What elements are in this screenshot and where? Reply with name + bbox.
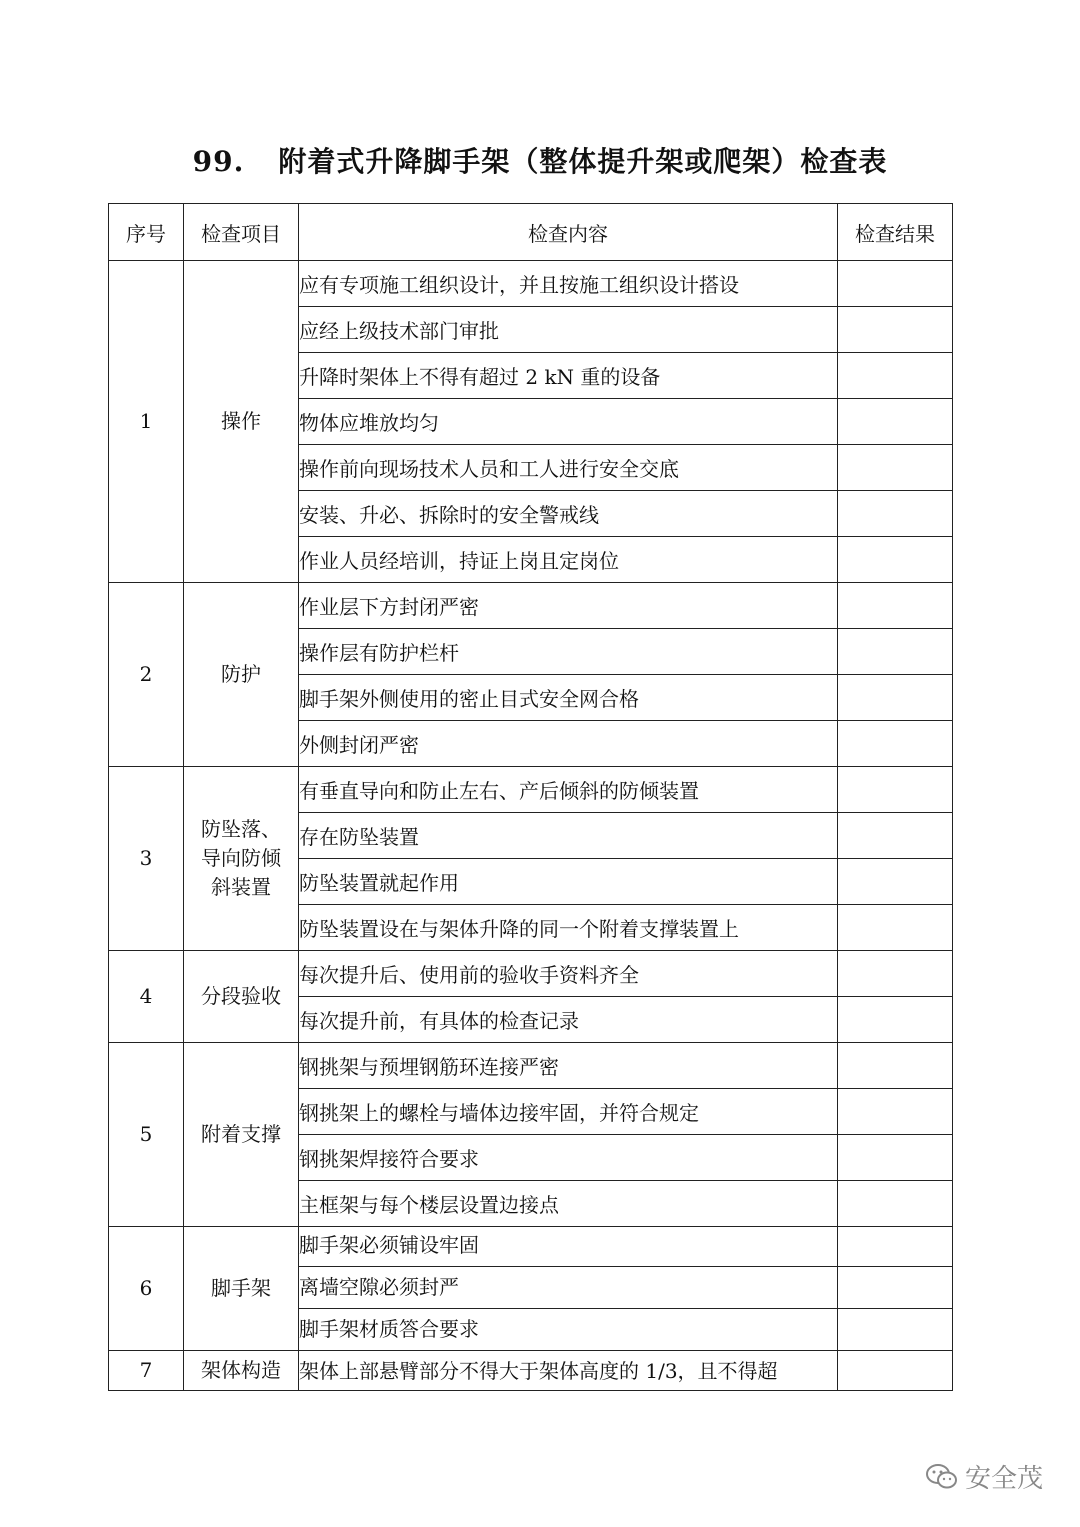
watermark (925, 1458, 1043, 1495)
table-row (109, 261, 953, 307)
check-result-cell[interactable] (838, 1043, 953, 1089)
check-content-cell: 操作层有防护栏杆 (299, 629, 838, 675)
check-content-cell: 脚手架材质答合要求 (299, 1309, 838, 1351)
table-body (109, 261, 953, 1391)
table-row (109, 1043, 953, 1089)
title-number: 99. (192, 145, 245, 178)
check-result-cell[interactable] (838, 675, 953, 721)
seq-cell: 3 (109, 767, 184, 951)
check-content-cell: 安装、升必、拆除时的安全警戒线 (299, 491, 838, 537)
page-title (0, 140, 1080, 180)
table-row (109, 583, 953, 629)
check-result-cell[interactable] (838, 307, 953, 353)
check-result-cell[interactable] (838, 1135, 953, 1181)
check-content-cell: 应有专项施工组织设计，并且按施工组织设计搭设 (299, 261, 838, 307)
check-item-cell: 防坠落、导向防倾斜装置 (184, 767, 299, 951)
check-content-cell: 主框架与每个楼层设置边接点 (299, 1181, 838, 1227)
check-result-cell[interactable] (838, 721, 953, 767)
check-content-cell: 外侧封闭严密 (299, 721, 838, 767)
header-result: 检查结果 (838, 204, 953, 261)
check-result-cell[interactable] (838, 399, 953, 445)
header-seq: 序号 (109, 204, 184, 261)
check-result-cell[interactable] (838, 997, 953, 1043)
seq-cell: 1 (109, 261, 184, 583)
check-result-cell[interactable] (838, 1089, 953, 1135)
check-content-cell: 物体应堆放均匀 (299, 399, 838, 445)
check-result-cell[interactable] (838, 1227, 953, 1267)
check-result-cell[interactable] (838, 951, 953, 997)
check-content-cell: 防坠装置设在与架体升降的同一个附着支撑装置上 (299, 905, 838, 951)
inspection-table (108, 203, 953, 1391)
check-result-cell[interactable] (838, 583, 953, 629)
check-result-cell[interactable] (838, 445, 953, 491)
check-item-cell: 操作 (184, 261, 299, 583)
check-content-cell: 脚手架外侧使用的密止目式安全网合格 (299, 675, 838, 721)
table-row (109, 951, 953, 997)
check-content-cell: 脚手架必须铺设牢固 (299, 1227, 838, 1267)
check-content-cell: 升降时架体上不得有超过 2 kN 重的设备 (299, 353, 838, 399)
check-content-cell: 有垂直导向和防止左右、产后倾斜的防倾装置 (299, 767, 838, 813)
check-result-cell[interactable] (838, 261, 953, 307)
wechat-icon (925, 1462, 959, 1492)
title-text: 附着式升降脚手架（整体提升架或爬架）检查表 (278, 145, 888, 178)
check-content-cell: 应经上级技术部门审批 (299, 307, 838, 353)
header-item: 检查项目 (184, 204, 299, 261)
check-item-cell: 架体构造 (184, 1351, 299, 1391)
check-result-cell[interactable] (838, 353, 953, 399)
seq-cell: 6 (109, 1227, 184, 1351)
check-content-cell: 每次提升前，有具体的检查记录 (299, 997, 838, 1043)
check-result-cell[interactable] (838, 905, 953, 951)
check-content-cell: 作业人员经培训，持证上岗且定岗位 (299, 537, 838, 583)
header-content: 检查内容 (299, 204, 838, 261)
check-content-cell: 离墙空隙必须封严 (299, 1267, 838, 1309)
check-content-cell: 钢挑架与预埋钢筋环连接严密 (299, 1043, 838, 1089)
seq-cell: 5 (109, 1043, 184, 1227)
check-result-cell[interactable] (838, 1181, 953, 1227)
check-result-cell[interactable] (838, 1267, 953, 1309)
check-item-cell: 防护 (184, 583, 299, 767)
check-item-cell: 附着支撑 (184, 1043, 299, 1227)
seq-cell: 2 (109, 583, 184, 767)
check-item-cell: 分段验收 (184, 951, 299, 1043)
check-content-cell: 钢挑架焊接符合要求 (299, 1135, 838, 1181)
check-result-cell[interactable] (838, 1309, 953, 1351)
check-content-cell: 存在防坠装置 (299, 813, 838, 859)
check-result-cell[interactable] (838, 491, 953, 537)
table-row (109, 1227, 953, 1267)
check-content-cell: 钢挑架上的螺栓与墙体边接牢固，并符合规定 (299, 1089, 838, 1135)
table-header-row (109, 204, 953, 261)
check-result-cell[interactable] (838, 767, 953, 813)
check-content-cell: 每次提升后、使用前的验收手资料齐全 (299, 951, 838, 997)
watermark-text: 安全茂 (965, 1464, 1044, 1494)
check-content-cell: 架体上部悬臂部分不得大于架体高度的 1/3，且不得超 (299, 1351, 838, 1391)
check-result-cell[interactable] (838, 1351, 953, 1391)
check-result-cell[interactable] (838, 629, 953, 675)
check-content-cell: 操作前向现场技术人员和工人进行安全交底 (299, 445, 838, 491)
check-result-cell[interactable] (838, 859, 953, 905)
seq-cell: 4 (109, 951, 184, 1043)
check-result-cell[interactable] (838, 813, 953, 859)
table-row (109, 1351, 953, 1391)
check-result-cell[interactable] (838, 537, 953, 583)
table-row (109, 767, 953, 813)
check-content-cell: 作业层下方封闭严密 (299, 583, 838, 629)
check-item-cell: 脚手架 (184, 1227, 299, 1351)
check-content-cell: 防坠装置就起作用 (299, 859, 838, 905)
seq-cell: 7 (109, 1351, 184, 1391)
